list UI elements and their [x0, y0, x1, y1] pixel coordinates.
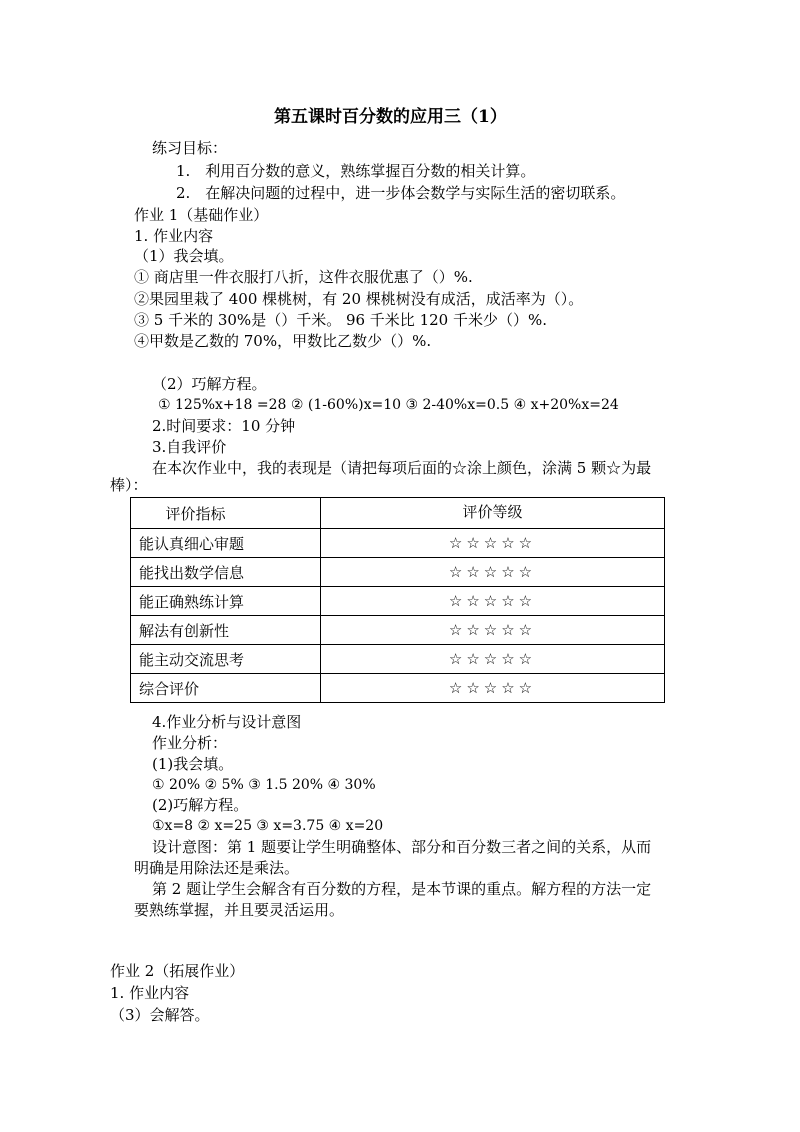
self-eval-intro-line1: 在本次作业中，我的表现是（请把每项后面的☆涂上颜色，涂满 5 颗☆为最 [152, 459, 652, 477]
design-intent-1-line1: 设计意图：第 1 题要让学生明确整体、部分和百分数三者之间的关系，从而 [152, 838, 652, 856]
self-evaluation-table [130, 497, 665, 703]
criteria-label: 能主动交流思考 [131, 645, 321, 674]
equations-heading: （2）巧解方程。 [152, 375, 267, 393]
analysis-heading: 4.作业分析与设计意图 [152, 713, 302, 731]
design-intent-2-line2: 要熟练掌握，并且要灵活运用。 [134, 901, 345, 919]
table-row [131, 674, 665, 703]
hw1-content-heading: 1. 作业内容 [134, 227, 214, 245]
self-eval-heading: 3.自我评价 [152, 438, 227, 456]
criteria-label: 解法有创新性 [131, 616, 321, 645]
self-eval-intro-line2: 棒）： [110, 476, 148, 494]
star-rating: ☆☆☆☆☆ [321, 674, 665, 703]
fill-item-1: ① 商店里一件衣服打八折，这件衣服优惠了（）%. [134, 268, 473, 286]
fill-item-2: ②果园里栽了 400 棵桃树，有 20 棵桃树没有成活，成活率为（）。 [134, 290, 584, 308]
table-row [131, 529, 665, 558]
design-intent-1-line2: 明确是用除法还是乘法。 [134, 859, 300, 877]
fill-item-4: ④甲数是乙数的 70%，甲数比乙数少（）%. [134, 332, 432, 350]
analysis-eq-heading: (2)巧解方程。 [152, 796, 249, 814]
star-rating: ☆☆☆☆☆ [321, 587, 665, 616]
star-rating: ☆☆☆☆☆ [321, 645, 665, 674]
time-requirement: 2.时间要求：10 分钟 [152, 417, 296, 435]
star-rating: ☆☆☆☆☆ [321, 616, 665, 645]
table-row [131, 558, 665, 587]
table-row [131, 616, 665, 645]
equations-line: ① 125%x+18 =28 ② (1-60%)x=10 ③ 2-40%x=0.5 ④ x+20%x=24 [158, 397, 619, 413]
star-rating: ☆☆☆☆☆ [321, 529, 665, 558]
hw2-item: （3）会解答。 [110, 1006, 210, 1024]
criteria-label: 能正确熟练计算 [131, 587, 321, 616]
table-header-row [131, 498, 665, 529]
fill-item-3: ③ 5 千米的 30%是（）千米。 96 千米比 120 千米少（）%. [134, 311, 547, 329]
page-title: 第五课时百分数的应用三（1） [274, 107, 507, 127]
table-header-rating: 评价等级 [321, 498, 665, 529]
design-intent-2-line1: 第 2 题让学生会解含有百分数的方程，是本节课的重点。解方程的方法一定 [152, 880, 652, 898]
criteria-label: 能认真细心审题 [131, 529, 321, 558]
table-header-criteria: 评价指标 [131, 498, 321, 529]
table-row [131, 587, 665, 616]
goals-heading: 练习目标： [152, 139, 228, 157]
hw2-content-heading: 1. 作业内容 [110, 984, 190, 1002]
analysis-eq-answers: ①x=8 ② x=25 ③ x=3.75 ④ x=20 [152, 818, 384, 834]
criteria-label: 综合评价 [131, 674, 321, 703]
goal-item-1: 1. 利用百分数的意义，熟练掌握百分数的相关计算。 [176, 162, 536, 180]
criteria-label: 能找出数学信息 [131, 558, 321, 587]
fill-heading: （1）我会填。 [134, 247, 234, 265]
analysis-fill-answers: ① 20% ② 5% ③ 1.5 20% ④ 30% [152, 777, 376, 793]
goal-item-2: 2. 在解决问题的过程中，进一步体会数学与实际生活的密切联系。 [176, 184, 626, 202]
hw2-heading: 作业 2（拓展作业） [110, 962, 245, 980]
analysis-fill-heading: (1)我会填。 [152, 755, 234, 773]
table-row [131, 645, 665, 674]
star-rating: ☆☆☆☆☆ [321, 558, 665, 587]
hw1-heading: 作业 1（基础作业） [134, 206, 269, 224]
analysis-sub-heading: 作业分析： [152, 734, 228, 752]
